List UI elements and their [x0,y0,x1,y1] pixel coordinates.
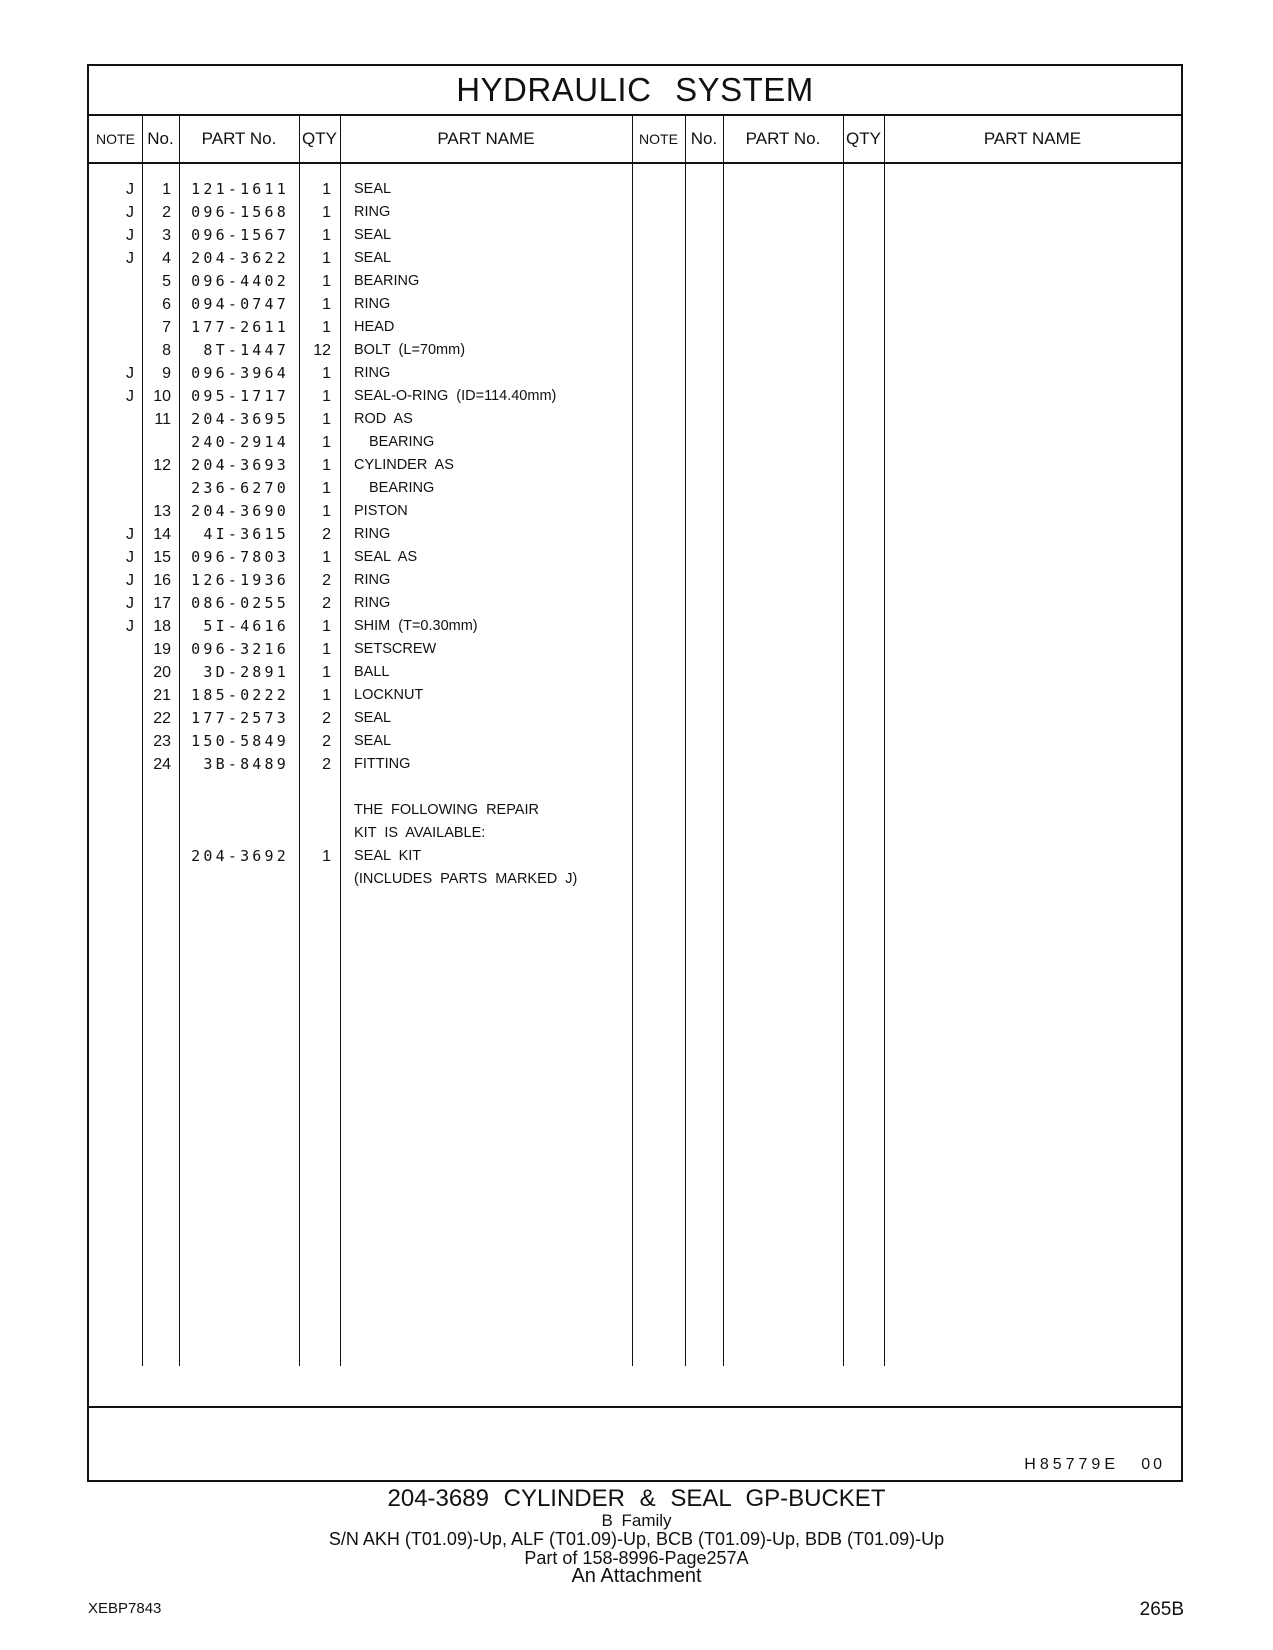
row-number: 17 [153,595,171,612]
table-row [89,684,644,707]
row-quantity: 1 [322,848,331,865]
header-part-name-2: PART NAME [983,129,1082,148]
row-note: J [126,181,134,198]
revision-number: 00 [1141,1456,1165,1473]
table-row [89,293,644,316]
row-part-number: 095-1717 [191,387,289,405]
header-note-2: NOTE [639,131,678,147]
row-part-name: PISTON [354,503,408,519]
row-number: 6 [162,296,171,313]
row-quantity: 12 [313,342,331,359]
row-part-number: 4I-3615 [203,525,289,543]
row-quantity: 1 [322,664,331,681]
table-row [89,661,644,684]
attachment-label: An Attachment [571,1565,702,1587]
row-part-number: 204-3690 [191,502,289,520]
row-part-name: BEARING [369,434,435,450]
row-number: 5 [162,273,171,290]
row-number: 13 [153,503,171,520]
table-row [89,638,644,661]
row-part-name: BEARING [369,480,435,496]
row-quantity: 1 [322,204,331,221]
illustration-code: H85779E [1024,1456,1119,1473]
row-note: J [126,227,134,244]
column-divider [884,114,885,1366]
row-note: J [126,365,134,382]
row-part-name: SEAL [354,710,392,726]
row-part-name: RING [354,572,391,588]
row-part-number: 236-6270 [191,479,289,497]
header-part-no-2: PART No. [745,129,821,148]
row-part-number: 096-4402 [191,272,289,290]
row-note: J [126,595,134,612]
group-title: 204-3689 CYLINDER & SEAL GP-BUCKET [387,1485,886,1512]
row-note: J [126,388,134,405]
row-part-number: 096-3216 [191,640,289,658]
row-part-name: RING [354,296,391,312]
row-part-number: 121-1611 [191,180,289,198]
row-quantity: 1 [322,503,331,520]
table-row [89,822,644,845]
row-part-name: BALL [354,664,390,680]
row-part-number: 096-1567 [191,226,289,244]
row-part-name: FITTING [354,756,411,772]
row-number: 10 [153,388,171,405]
row-number: 9 [162,365,171,382]
row-note: J [126,618,134,635]
row-part-number: 096-7803 [191,548,289,566]
document-id: XEBP7843 [88,1600,162,1617]
row-part-name: KIT IS AVAILABLE: [354,825,486,841]
serial-numbers: S/N AKH (T01.09)-Up, ALF (T01.09)-Up, BCB (T01.09)-Up, BDB (T01.09)-Up [328,1529,945,1549]
row-quantity: 1 [322,641,331,658]
row-quantity: 1 [322,434,331,451]
row-part-name: SEAL-O-RING (ID=114.40mm) [354,388,557,404]
header-no: No. [147,129,174,148]
row-part-number: 8T-1447 [203,341,289,359]
row-part-name: SEAL [354,181,392,197]
part-of-reference: Part of 158-8996-Page257A [524,1548,749,1568]
row-part-number: 240-2914 [191,433,289,451]
table-row [89,431,644,454]
header-qty: QTY [302,129,337,148]
row-quantity: 1 [322,480,331,497]
column-divider [685,114,686,1366]
row-number: 8 [162,342,171,359]
table-row [89,707,644,730]
table-row [89,477,644,500]
row-part-name: SETSCREW [354,641,437,657]
table-row [89,500,644,523]
row-part-name: SEAL AS [354,549,418,565]
table-row [89,845,644,868]
row-part-name: RING [354,204,391,220]
row-number: 16 [153,572,171,589]
row-part-number: 204-3622 [191,249,289,267]
row-number: 22 [153,710,171,727]
family-label: B Family [601,1511,672,1530]
row-part-number: 204-3693 [191,456,289,474]
row-part-name: HEAD [354,319,395,335]
row-part-number: 150-5849 [191,732,289,750]
row-part-name: ROD AS [354,411,413,427]
row-note: J [126,204,134,221]
row-number: 12 [153,457,171,474]
table-row [89,339,644,362]
row-quantity: 1 [322,457,331,474]
row-part-name: BOLT (L=70mm) [354,342,466,358]
row-note: J [126,549,134,566]
row-part-number: 094-0747 [191,295,289,313]
row-part-name: SEAL [354,733,392,749]
row-part-number: 204-3692 [191,847,289,865]
row-part-name: RING [354,365,391,381]
table-row [89,247,644,270]
page-number: 265B [1139,1599,1184,1620]
row-part-number: 5I-4616 [203,617,289,635]
table-row [89,316,644,339]
row-quantity: 1 [322,227,331,244]
row-quantity: 1 [322,319,331,336]
row-quantity: 2 [322,595,331,612]
row-part-name: RING [354,595,391,611]
row-part-name: SEAL KIT [354,848,422,864]
row-number: 21 [153,687,171,704]
row-part-name: CYLINDER AS [354,457,454,473]
row-quantity: 2 [322,710,331,727]
row-part-name: SEAL [354,227,392,243]
row-part-number: 204-3695 [191,410,289,428]
row-quantity: 2 [322,756,331,773]
footer-divider [89,1406,1181,1408]
header-no-2: No. [690,129,718,148]
header-part-name: PART NAME [437,129,535,148]
header-qty-2: QTY [846,129,881,148]
row-part-number: 3D-2891 [203,663,289,681]
row-quantity: 1 [322,273,331,290]
parts-list [89,178,644,891]
row-note: J [126,250,134,267]
table-row [89,270,644,293]
row-part-name: LOCKNUT [354,687,424,703]
row-quantity: 1 [322,181,331,198]
row-part-number: 185-0222 [191,686,289,704]
table-row [89,224,644,247]
row-part-number: 177-2611 [191,318,289,336]
header-part-no: PART No. [201,129,277,148]
row-note: J [126,572,134,589]
row-part-name: RING [354,526,391,542]
row-quantity: 2 [322,733,331,750]
row-number: 1 [162,181,171,198]
row-quantity: 1 [322,411,331,428]
row-part-number: 126-1936 [191,571,289,589]
column-divider [723,114,724,1366]
row-part-number: 096-1568 [191,203,289,221]
row-part-number: 086-0255 [191,594,289,612]
row-number: 23 [153,733,171,750]
table-row [89,592,644,615]
table-row [89,730,644,753]
table-row [89,408,644,431]
table-row [89,523,644,546]
row-part-number: 177-2573 [191,709,289,727]
row-quantity: 2 [322,526,331,543]
row-number: 14 [153,526,171,543]
row-number: 20 [153,664,171,681]
row-quantity: 2 [322,572,331,589]
table-row [89,362,644,385]
row-quantity: 1 [322,296,331,313]
table-row [89,615,644,638]
header-note: NOTE [96,131,135,147]
row-quantity: 1 [322,687,331,704]
table-row [89,868,644,891]
section-title: HYDRAULIC SYSTEM [89,66,1181,116]
row-note: J [126,526,134,543]
table-row [89,776,644,799]
row-number: 3 [162,227,171,244]
row-number: 11 [154,411,171,428]
row-part-name: SHIM (T=0.30mm) [354,618,478,634]
row-quantity: 1 [322,365,331,382]
row-quantity: 1 [322,549,331,566]
row-quantity: 1 [322,388,331,405]
row-number: 24 [153,756,171,773]
table-row [89,454,644,477]
row-number: 18 [153,618,171,635]
row-part-name: THE FOLLOWING REPAIR [354,802,539,818]
table-row [89,569,644,592]
header-divider [89,162,1181,164]
row-number: 19 [153,641,171,658]
row-quantity: 1 [322,250,331,267]
row-number: 4 [162,250,171,267]
row-part-name: BEARING [354,273,420,289]
table-row [89,546,644,569]
parts-sheet [87,64,1183,1482]
table-row [89,201,644,224]
row-part-name: SEAL [354,250,392,266]
table-row [89,799,644,822]
table-row [89,753,644,776]
table-row [89,178,644,201]
table-row [89,385,644,408]
row-quantity: 1 [322,618,331,635]
row-part-number: 3B-8489 [203,755,289,773]
row-part-name: (INCLUDES PARTS MARKED J) [354,871,578,887]
row-part-number: 096-3964 [191,364,289,382]
row-number: 7 [162,319,171,336]
row-number: 2 [162,204,171,221]
row-number: 15 [153,549,171,566]
column-divider [843,114,844,1366]
